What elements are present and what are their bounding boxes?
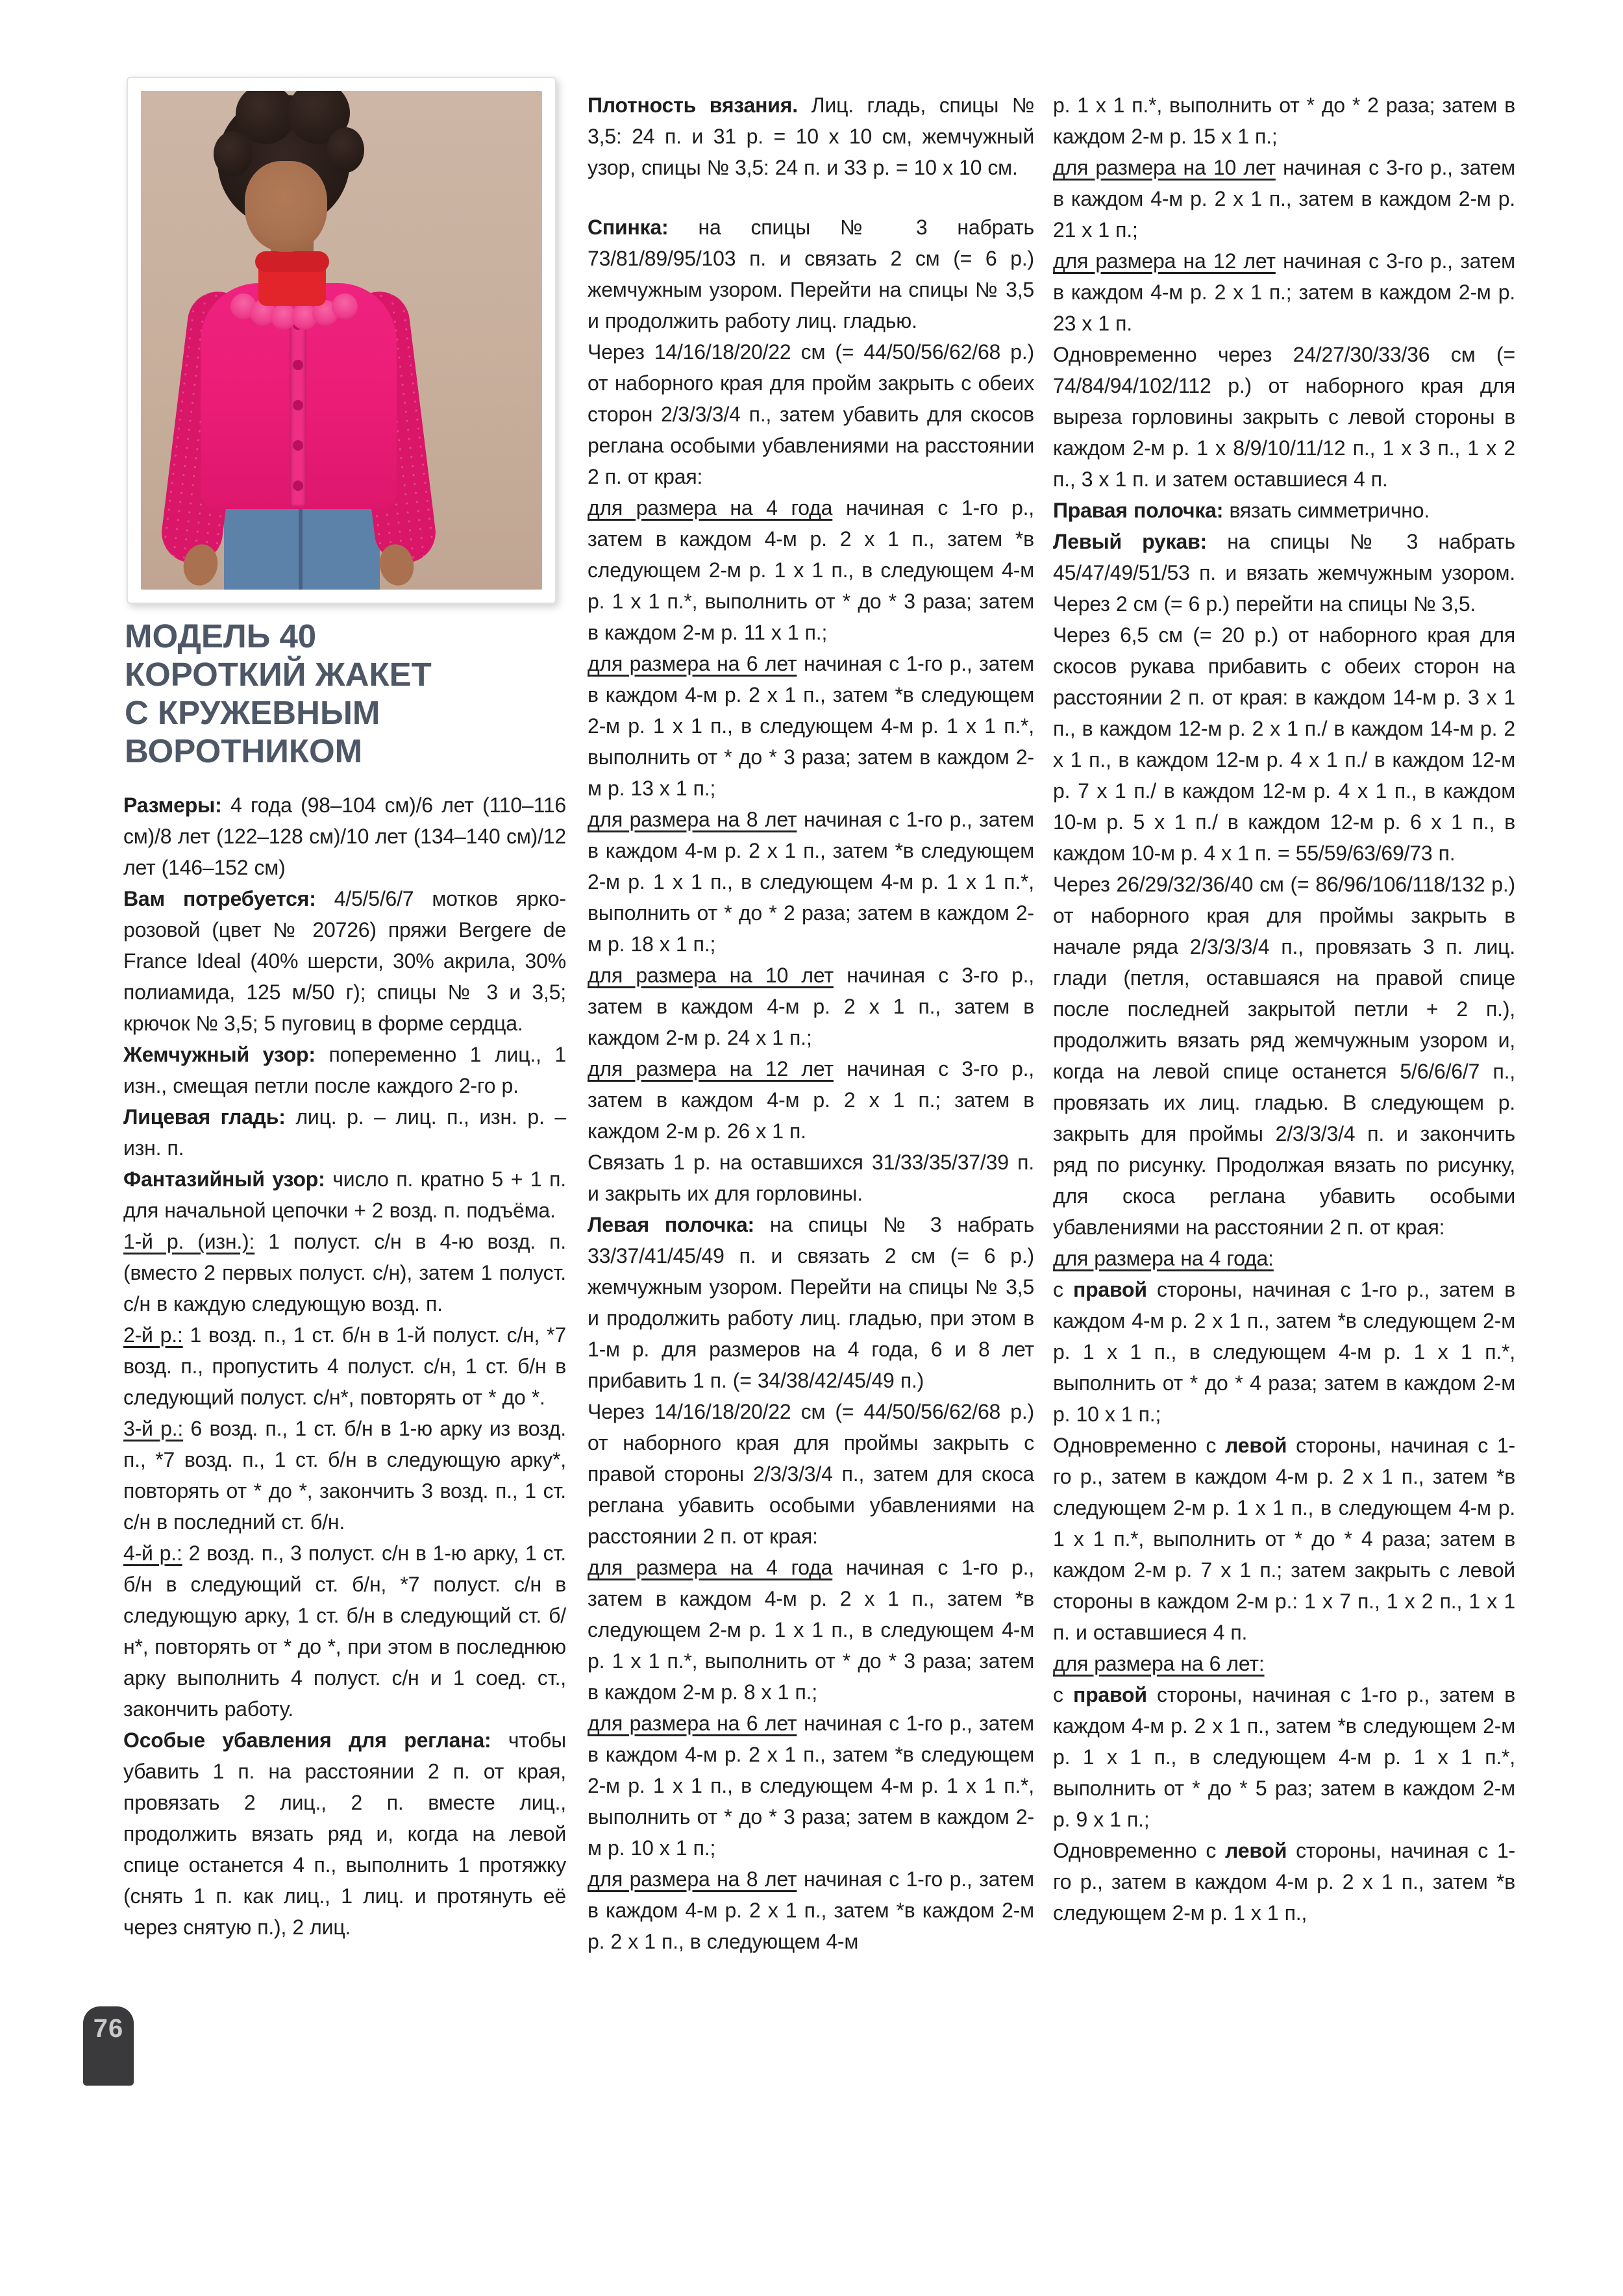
text-run: 2 возд. п., 3 полуст. с/н в 1-ю арку, 1 ст. б/н в следующий ст. б/н, *7 полуст. с/н в следующую арку, 1 ст. б/н в следующий ст. б/н*, повторять от * до *, при этом в последнюю арку выполнить 4 полуст. с/н и 1 соед. ст., закончить работу. bbox=[123, 1541, 566, 1721]
paragraph bbox=[588, 1864, 1034, 1957]
text-run: начиная с 3-го р., затем в каждом 4-м р. 2 х 1 п.; затем в каждом 2-м р. 26 х 1 п. bbox=[588, 1057, 1034, 1143]
paragraph bbox=[123, 1725, 566, 1943]
paragraph bbox=[588, 212, 1034, 336]
paragraph bbox=[588, 90, 1034, 183]
bold-lead: Размеры: bbox=[123, 793, 231, 817]
text-run: стороны, начиная с 1-го р., затем в каждом 4-м р. 2 х 1 п., затем *в следующем 2-м р. 1 х 1 п., в следующем 4-м р. 1 х 1 п.*, выполнить от * до * 5 раз; затем в каждом 2-м р. 9 х 1 п.; bbox=[1053, 1683, 1515, 1831]
model-photo-frame bbox=[127, 77, 556, 604]
text-run: 1 возд. п., 1 ст. б/н в 1-й полуст. с/н, *7 возд. п., пропустить 4 полуст. с/н, 1 ст. б/н в следующий полуст. с/н*, повторять от * до *. bbox=[123, 1323, 566, 1409]
text-run: с bbox=[1053, 1683, 1073, 1706]
text-run: число п. кратно 5 + 1 п. для начальной цепочки + 2 возд. п. подъёма. bbox=[123, 1167, 567, 1222]
text-run: на спицы № 3 набрать 33/37/41/45/49 п. и связать 2 см (= 6 р.) жемчужным узором. Перейти на спицы № 3,5 и продолжить работу лиц. гладью, при этом в 1-м р. для размеров на 4 года, 6 и 8 лет прибавить 1 п. (= 34/38/42/45/49 п.) bbox=[588, 1213, 1034, 1392]
paragraph bbox=[123, 1413, 566, 1538]
underlined-lead: для размера на 10 лет bbox=[588, 964, 834, 987]
text-run: начиная с 1-го р., затем в каждом 4-м р. 2 х 1 п., затем *в следующем 2-м р. 1 х 1 п., в следующем 4-м р. 1 х 1 п.*, выполнить от * до * 3 раза; затем в каждом 2-м р. 13 х 1 п.; bbox=[588, 652, 1034, 800]
bold-lead: Лицевая гладь: bbox=[123, 1105, 296, 1129]
bold-lead: Левый рукав: bbox=[1053, 530, 1228, 553]
paragraph bbox=[123, 1226, 566, 1319]
column-middle bbox=[588, 90, 1034, 1957]
column-left bbox=[123, 790, 566, 1943]
bold-lead: Плотность вязания. bbox=[588, 94, 812, 117]
bold-lead: левой bbox=[1225, 1434, 1287, 1457]
paragraph bbox=[123, 1319, 566, 1413]
text-run: начиная с 1-го р., затем в каждом 4-м р. 2 х 1 п., затем *в следующем 2-м р. 1 х 1 п., в следующем 4-м р. 1 х 1 п.*, выполнить от * до * 3 раза; затем в каждом 2-м р. 10 х 1 п.; bbox=[588, 1712, 1034, 1860]
paragraph bbox=[1053, 1835, 1515, 1928]
text-run: на спицы № 3 набрать 73/81/89/95/103 п. и связать 2 см (= 6 р.) жемчужным узором. Перейти на спицы № 3,5 и продолжить работу лиц. гладью. bbox=[588, 216, 1034, 332]
text-run: попеременно 1 лиц., 1 изн., смещая петли после каждого 2-го р. bbox=[123, 1043, 566, 1097]
underlined-lead: для размера на 4 года bbox=[588, 496, 833, 519]
paragraph bbox=[1053, 619, 1515, 869]
photo-face bbox=[245, 161, 327, 252]
text-run: чтобы убавить 1 п. на расстоянии 2 п. от края, провязать 2 лиц., 2 п. вместе лиц., продолжить вязать ряд и, когда на левой спице останется 4 п., выполнить 1 протяжку (снять 1 п. как лиц., 1 лиц. и протянуть её через снятую п.), 2 лиц. bbox=[123, 1728, 566, 1939]
text-run: Через 6,5 см (= 20 р.) от наборного края для скосов рукава прибавить с обеих сторон на расстоянии 2 п. от края: в каждом 14-м р. 3 х 1 п., в каждом 12-м р. 2 х 1 п./ в каждом 14-м р. 2 х 1 п., в каждом 12-м р. 4 х 1 п./ в каждом 12-м р. 7 х 1 п./ в каждом 12-м р. 4 х 1 п., в каждом 10-м р. 5 х 1 п./ в каждом 12-м р. 6 х 1 п., в каждом 10-м р. 4 х 1 п. = 55/59/63/69/73 п. bbox=[1053, 623, 1515, 865]
text-run: начиная с 3-го р., затем в каждом 4-м р. 2 х 1 п., затем в каждом 2-м р. 24 х 1 п.; bbox=[588, 964, 1034, 1049]
paragraph bbox=[588, 1053, 1034, 1147]
text-run: Одновременно с bbox=[1053, 1434, 1226, 1457]
paragraph bbox=[588, 1708, 1034, 1864]
photo-turtleneck-roll bbox=[255, 251, 329, 272]
bold-lead: Правая полочка: bbox=[1053, 499, 1230, 522]
page-title bbox=[125, 617, 432, 770]
text-run: стороны, начиная с 1-го р., затем в каждом 4-м р. 2 х 1 п., затем *в следующем 2-м р. 1 х 1 п., в следующем 4-м р. 1 х 1 п.*, выполнить от * до * 4 раза; затем в каждом 2-м р. 10 х 1 п.; bbox=[1053, 1278, 1515, 1426]
photo-button bbox=[293, 400, 303, 410]
photo-button bbox=[293, 360, 303, 370]
text-run: начиная с 1-го р., затем в каждом 4-м р. 2 х 1 п., затем *в следующем 2-м р. 1 х 1 п., в следующем 4-м р. 1 х 1 п.*, выполнить от * до * 3 раза; затем в каждом 2-м р. 8 х 1 п.; bbox=[588, 1556, 1034, 1704]
text-run: Через 14/16/18/20/22 см (= 44/50/56/62/68 р.) от наборного края для пройм закрыть с обеих сторон 2/3/3/3/4 п., затем убавить для скосов реглана особыми убавлениями на расстоянии 2 п. от края: bbox=[588, 340, 1034, 488]
text-run: начиная с 1-го р., затем в каждом 4-м р. 2 х 1 п., затем *в следующем 2-м р. 1 х 1 п., в следующем 4-м р. 1 х 1 п.*, выполнить от * до * 2 раза; затем в каждом 2-м р. 18 х 1 п.; bbox=[588, 808, 1034, 956]
text-run: стороны, начиная с 1-го р., затем в каждом 4-м р. 2 х 1 п., затем *в следующем 2-м р. 1 х 1 п., bbox=[1053, 1839, 1515, 1925]
underlined-lead: для размера на 12 лет bbox=[1053, 249, 1276, 273]
model-photo bbox=[141, 91, 542, 590]
text-run: вязать симметрично. bbox=[1229, 499, 1430, 522]
paragraph bbox=[123, 1538, 566, 1725]
bold-lead: Вам потребуется: bbox=[123, 887, 334, 910]
photo-jeans-seam bbox=[299, 506, 303, 590]
paragraph bbox=[1053, 495, 1515, 526]
underlined-lead: для размера на 8 лет bbox=[588, 1867, 797, 1891]
paragraph bbox=[1053, 869, 1515, 1243]
photo-button bbox=[293, 480, 303, 491]
paragraph bbox=[123, 1039, 566, 1101]
text-run: 1 полуст. с/н в 4-ю возд. п. (вместо 2 первых полуст. с/н), затем 1 полуст. с/н в каждую следующую возд. п. bbox=[123, 1230, 566, 1316]
text-run: на спицы № 3 набрать 45/47/49/51/53 п. и вязать жемчужным узором. Через 2 см (= 6 р.) перейти на спицы № 3,5. bbox=[1053, 530, 1515, 616]
bold-lead: правой bbox=[1072, 1278, 1147, 1301]
page-title-line: ВОРОТНИКОМ bbox=[125, 732, 363, 769]
photo-button bbox=[293, 440, 303, 451]
text-run: Одновременно через 24/27/30/33/36 см (= 74/84/94/102/112 р.) от наборного края для выреза горловины закрыть с левой стороны в каждом 2-м р. 1 х 8/9/10/11/12 п., 1 х 3 п., 1 х 2 п., 3 х 1 п. и затем оставшиеся 4 п. bbox=[1053, 343, 1515, 491]
paragraph bbox=[1053, 1274, 1515, 1430]
paragraph bbox=[123, 790, 566, 883]
paragraph bbox=[588, 1396, 1034, 1552]
page-title-line: МОДЕЛЬ 40 bbox=[125, 618, 317, 655]
text-run: стороны, начиная с 1-го р., затем в каждом 4-м р. 2 х 1 п., затем *в следующем 2-м р. 1 х 1 п., в следующем 4-м р. 1 х 1 п.*, выполнить от * до * 4 раза; затем в каждом 2-м р. 7 х 1 п.; затем закрыть с левой стороны в каждом 2-м р.: 1 х 7 п., 1 х 2 п., 1 х 1 п. и оставшиеся 4 п. bbox=[1053, 1434, 1515, 1644]
text-run: Одновременно с bbox=[1053, 1839, 1226, 1862]
text-run: 6 возд. п., 1 ст. б/н в 1-ю арку из возд. п., *7 возд. п., 1 ст. б/н в следующую арку*, повторять от * до *, закончить 3 возд. п., 1 ст. с/н в последний ст. б/н. bbox=[123, 1417, 566, 1534]
underlined-lead: для размера на 6 лет: bbox=[1053, 1652, 1265, 1675]
underlined-lead: для размера на 10 лет bbox=[1053, 156, 1276, 179]
paragraph bbox=[1053, 245, 1515, 339]
paragraph bbox=[1053, 1243, 1515, 1274]
text-run: Лиц. гладь, спицы № 3,5: 24 п. и 31 р. = 10 х 10 см, жемчужный узор, спицы № 3,5: 24 п. и 33 р. = 10 х 10 см. bbox=[588, 94, 1035, 179]
paragraph bbox=[1053, 1648, 1515, 1679]
column-right bbox=[1053, 90, 1515, 1928]
underlined-lead: для размера на 6 лет bbox=[588, 652, 797, 675]
text-run: Связать 1 р. на оставшихся 31/33/35/37/39 п. и закрыть их для горловины. bbox=[588, 1151, 1034, 1205]
underlined-lead: для размера на 4 года: bbox=[1053, 1247, 1274, 1270]
paragraph bbox=[123, 1101, 566, 1164]
paragraph bbox=[588, 648, 1034, 804]
paragraph bbox=[1053, 1679, 1515, 1835]
text-run: начиная с 3-го р., затем в каждом 4-м р. 2 х 1 п.; затем в каждом 2-м р. 23 х 1 п. bbox=[1053, 249, 1515, 335]
text-run: лиц. р. – лиц. п., изн. р. – изн. п. bbox=[123, 1105, 566, 1160]
photo-lace-collar bbox=[332, 293, 358, 319]
paragraph bbox=[588, 960, 1034, 1053]
photo-hair-puff bbox=[214, 131, 253, 177]
page-title-line: С КРУЖЕВНЫМ bbox=[125, 694, 380, 731]
page-number-badge bbox=[83, 2006, 134, 2086]
bold-lead: Спинка: bbox=[588, 216, 699, 239]
text-run: начиная с 1-го р., затем в каждом 4-м р. 2 х 1 п., затем *в каждом 2-м р. 2 х 1 п., в следующем 4-м bbox=[588, 1867, 1034, 1953]
text-run: Через 26/29/32/36/40 см (= 86/96/106/118/132 р.) от наборного края для проймы закрыть в начале ряда 2/3/3/3/4 п., провязать 3 п. лиц. глади (петля, оставшаяся на правой спице после последней закрытой петли + 2 п.), продолжить вязать ряд жемчужным узором и, когда на левой спице останется 5/6/6/6/7 п., провязать их лиц. гладью. В следующем р. закрыть для проймы 2/3/3/3/4 п. и закончить ряд по рисунку. Продолжая вязать по рисунку, для скоса реглана убавить особыми убавлениями на расстоянии 2 п. от края: bbox=[1053, 873, 1515, 1239]
underlined-lead: 4-й р.: bbox=[123, 1541, 182, 1565]
page-title-line: КОРОТКИЙ ЖАКЕТ bbox=[125, 656, 432, 693]
paragraph bbox=[588, 1147, 1034, 1209]
text-run: Через 14/16/18/20/22 см (= 44/50/56/62/68 р.) от наборного края для проймы закрыть с правой стороны 2/3/3/3/4 п., затем для скоса реглана убавить особыми убавлениями на расстоянии 2 п. от края: bbox=[588, 1400, 1034, 1548]
paragraph bbox=[1053, 1430, 1515, 1648]
paragraph bbox=[1053, 90, 1515, 152]
bold-lead: Фантазийный узор: bbox=[123, 1167, 333, 1191]
text-run: начиная с 3-го р., затем в каждом 4-м р. 2 х 1 п., затем в каждом 2-м р. 21 х 1 п.; bbox=[1053, 156, 1515, 242]
bold-lead: левой bbox=[1225, 1839, 1287, 1862]
text-run: с bbox=[1053, 1278, 1073, 1301]
text-run: 4/5/5/6/7 мотков ярко-розовой (цвет № 20726) пряжи Bergere de France Ideal (40% шерсти, 30% акрила, 30% полиамида, 125 м/50 г); спицы № 3 и 3,5; крючок № 3,5; 5 пуговиц в форме сердца. bbox=[123, 887, 566, 1035]
paragraph bbox=[1053, 526, 1515, 619]
page-number: 76 bbox=[93, 2014, 124, 2043]
text-run: начиная с 1-го р., затем в каждом 4-м р. 2 х 1 п., затем *в следующем 2-м р. 1 х 1 п., в следующем 4-м р. 1 х 1 п.*, выполнить от * до * 3 раза; затем в каждом 2-м р. 11 х 1 п.; bbox=[588, 496, 1034, 644]
text-run: 4 года (98–104 см)/6 лет (110–116 см)/8 лет (122–128 см)/10 лет (134–140 см)/12 лет (146–152 см) bbox=[123, 793, 567, 879]
underlined-lead: для размера на 6 лет bbox=[588, 1712, 797, 1735]
paragraph bbox=[1053, 339, 1515, 495]
paragraph bbox=[588, 1552, 1034, 1708]
paragraph bbox=[588, 492, 1034, 648]
bold-lead: Особые убавления для реглана: bbox=[123, 1728, 508, 1752]
paragraph bbox=[588, 1209, 1034, 1396]
bold-lead: Левая полочка: bbox=[588, 1213, 770, 1236]
paragraph bbox=[588, 336, 1034, 492]
underlined-lead: для размера на 8 лет bbox=[588, 808, 797, 831]
paragraph bbox=[123, 883, 566, 1039]
text-run: р. 1 х 1 п.*, выполнить от * до * 2 раза; затем в каждом 2-м р. 15 х 1 п.; bbox=[1053, 94, 1515, 148]
underlined-lead: 1-й р. (изн.): bbox=[123, 1230, 255, 1253]
photo-hair-puff bbox=[327, 127, 364, 173]
underlined-lead: 3-й р.: bbox=[123, 1417, 184, 1440]
paragraph bbox=[588, 804, 1034, 960]
bold-lead: Жемчужный узор: bbox=[123, 1043, 329, 1066]
underlined-lead: для размера на 4 года bbox=[588, 1556, 833, 1579]
underlined-lead: 2-й р.: bbox=[123, 1323, 183, 1347]
paragraph bbox=[1053, 152, 1515, 245]
bold-lead: правой bbox=[1072, 1683, 1147, 1706]
underlined-lead: для размера на 12 лет bbox=[588, 1057, 834, 1080]
paragraph bbox=[123, 1164, 566, 1226]
